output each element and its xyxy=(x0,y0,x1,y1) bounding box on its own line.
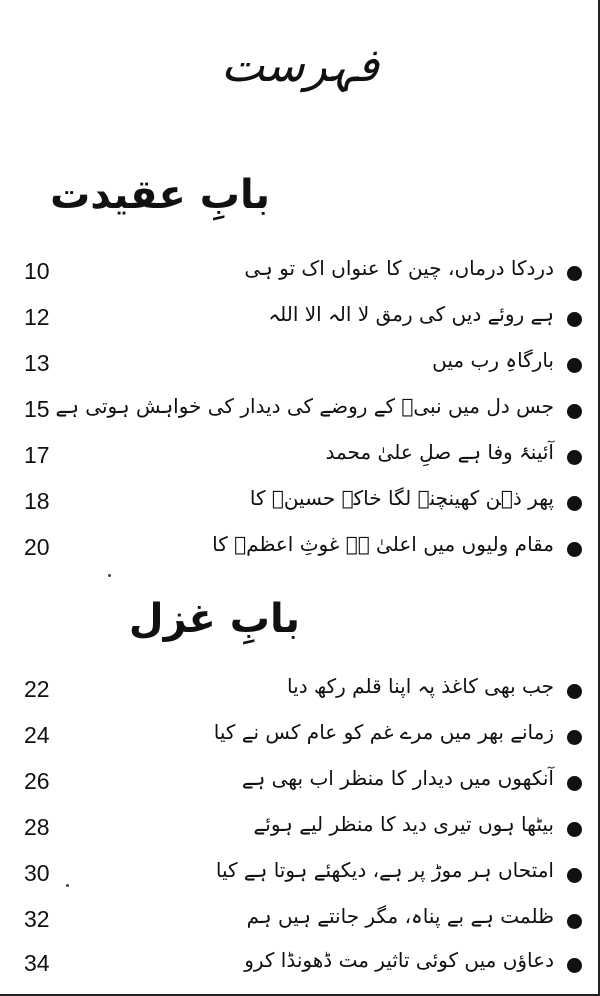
toc-entry[interactable] xyxy=(0,484,600,524)
toc-entry[interactable] xyxy=(0,764,600,804)
page-number: 13 xyxy=(24,350,50,376)
entry-title: بارگاہِ رب میں xyxy=(432,348,554,372)
bullet-icon xyxy=(567,266,582,281)
bullet-icon xyxy=(567,404,582,419)
page-number: 34 xyxy=(24,950,50,976)
page-number: 15 xyxy=(24,396,50,422)
entry-title: ہے روئے دیں کی رمق لا الہ الا اللہ xyxy=(268,302,554,326)
page-number: 18 xyxy=(24,488,50,514)
bullet-icon xyxy=(567,914,582,929)
page-number: 32 xyxy=(24,906,50,932)
page-number: 12 xyxy=(24,304,50,330)
scan-speck xyxy=(108,574,111,577)
toc-entry[interactable] xyxy=(0,810,600,850)
entry-title: زمانے بھر میں مرے غم کو عام کس نے کیا xyxy=(213,720,554,744)
bullet-icon xyxy=(567,822,582,837)
entry-title: جس دل میں نبیؐ کے روضے کی دیدار کی خواہش ہوتی ہے xyxy=(55,394,554,418)
bullet-icon xyxy=(567,868,582,883)
bullet-icon xyxy=(567,542,582,557)
toc-entry[interactable] xyxy=(0,300,600,340)
toc-entry[interactable] xyxy=(0,718,600,758)
bullet-icon xyxy=(567,776,582,791)
bullet-icon xyxy=(567,958,582,973)
page-number: 24 xyxy=(24,722,50,748)
entry-title: جب بھی کاغذ پہ اپنا قلم رکھ دیا xyxy=(287,674,554,698)
page-number: 17 xyxy=(24,442,50,468)
toc-entry[interactable] xyxy=(0,254,600,294)
entry-title: آنکھوں میں دیدار کا منظر اب بھی ہے xyxy=(241,766,554,790)
bullet-icon xyxy=(567,450,582,465)
entry-title: دردکا درماں، چین کا عنواں اک تو ہی xyxy=(244,256,554,280)
bullet-icon xyxy=(567,358,582,373)
toc-entry[interactable] xyxy=(0,672,600,712)
toc-entry[interactable] xyxy=(0,392,600,432)
entry-title: امتحاں ہر موڑ پر ہے، دیکھئے ہوتا ہے کیا xyxy=(215,858,554,882)
page-number: 26 xyxy=(24,768,50,794)
toc-entry[interactable] xyxy=(0,530,600,570)
toc-entry[interactable] xyxy=(0,346,600,386)
toc-entry[interactable] xyxy=(0,946,600,986)
toc-entry[interactable] xyxy=(0,856,600,896)
entry-title: ظلمت ہے بے پناہ، مگر جانتے ہیں ہم xyxy=(246,904,554,928)
scan-speck xyxy=(66,884,69,887)
page-number: 30 xyxy=(24,860,50,886)
entry-title: پھر ذہن کھینچنے لگا خاکہ حسینؓ کا xyxy=(249,486,554,510)
page-number: 22 xyxy=(24,676,50,702)
bullet-icon xyxy=(567,730,582,745)
entry-title: مقام ولیوں میں اعلیٰ ہے غوثِ اعظمؓ کا xyxy=(212,532,554,556)
bullet-icon xyxy=(567,684,582,699)
entry-title: بیٹھا ہوں تیری دید کا منظر لیے ہوئے xyxy=(253,812,554,836)
page-number: 20 xyxy=(24,534,50,560)
page-title: فہرست xyxy=(220,38,380,92)
bullet-icon xyxy=(567,496,582,511)
toc-entry[interactable] xyxy=(0,438,600,478)
section-heading-aqeedat: بابِ عقیدت xyxy=(50,172,270,218)
entry-title: آئینۂ وفا ہے صلِ علیٰ محمد xyxy=(325,440,554,464)
section-heading-ghazal: بابِ غزل xyxy=(128,596,300,642)
bullet-icon xyxy=(567,312,582,327)
toc-entry[interactable] xyxy=(0,902,600,942)
page-number: 28 xyxy=(24,814,50,840)
page-number: 10 xyxy=(24,258,50,284)
entry-title: دعاؤں میں کوئی تاثیر مت ڈھونڈا کرو xyxy=(244,948,554,972)
